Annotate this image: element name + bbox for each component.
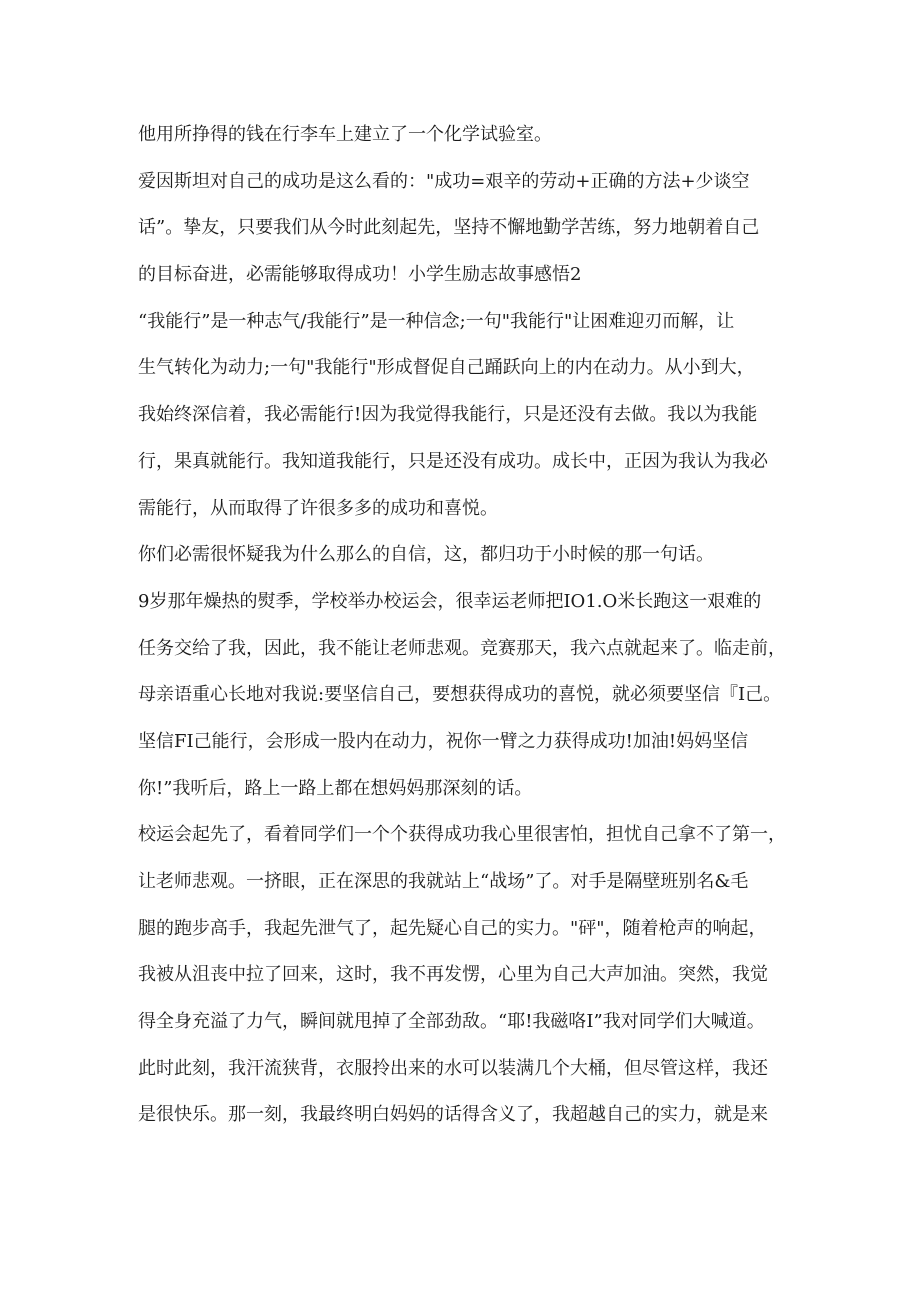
text-line: 的目标奋进，必需能够取得成功！小学生励志故事感悟2 xyxy=(138,264,582,286)
text-line: 坚信FI己能行，会形成一股内在动力，祝你一臂之力获得成功!加油!妈妈坚信 xyxy=(138,730,749,752)
document-body xyxy=(138,112,798,1139)
text-line: 行，果真就能行。我知道我能行，只是还没有成功。成长中，正因为我认为我必 xyxy=(138,450,768,472)
text-line: 你们必需很怀疑我为什么那么的自信，这，都归功于小时候的那一句话。 xyxy=(138,544,714,566)
text-line: 得全身充溢了力气，瞬间就甩掉了全部劲敌。“耶!我磁咯I”我对同学们大喊道。 xyxy=(138,1011,765,1033)
text-line: 母亲语重心长地对我说:要坚信自己，要想获得成功的喜悦，就必须要坚信『I己。 xyxy=(138,684,782,706)
text-line: 我被从沮丧中拉了回来，这时，我不再发愣，心里为自己大声加油。突然，我觉 xyxy=(138,964,768,986)
text-line: 腿的跑步高手，我起先泄气了，起先疑心自己的实力。"砰"，随着枪声的响起， xyxy=(138,917,767,939)
text-line: 生气转化为动力;一句"我能行"形成督促自己踊跃向上的内在动力。从小到大， xyxy=(138,357,755,379)
text-line: 爱因斯坦对自己的成功是这么看的："成功=艰辛的劳动+正确的方法+少谈空 xyxy=(138,170,750,192)
text-line: 我始终深信着，我必需能行!因为我觉得我能行，只是还没有去做。我以为我能 xyxy=(138,404,758,426)
text-line: 话”。挚友，只要我们从今时此刻起先，坚持不懈地勤学苦练，努力地朝着自己 xyxy=(138,217,760,239)
text-line: 此时此刻，我汗流狭背，衣服拎出来的水可以装满几个大桶，但尽管这样，我还 xyxy=(138,1057,768,1079)
text-line: 是很快乐。那一刻，我最终明白妈妈的话得含义了，我超越自己的实力，就是来 xyxy=(138,1104,768,1126)
text-line: “我能行”是一种志气/我能行”是一种信念;一句"我能行"让困难迎刃而解，让 xyxy=(138,310,735,332)
text-line: 他用所挣得的钱在行李车上建立了一个化学试验室。 xyxy=(138,124,552,145)
text-line: 任务交给了我，因此，我不能让老师悲观。竞赛那天，我六点就起来了。临走前， xyxy=(138,637,786,659)
text-line: 你!”我听后，路上一路上都在想妈妈那深刻的话。 xyxy=(138,777,533,799)
text-line: 需能行，从而取得了许很多多的成功和喜悦。 xyxy=(138,497,498,519)
text-line: 校运会起先了，看着同学们一个个获得成功我心里很害怕，担忧自己拿不了第一， xyxy=(138,824,786,846)
text-line: 9岁那年燥热的熨季，学校举办校运会，很幸运老师把IO1.O米长跑这一艰难的 xyxy=(138,590,762,612)
text-line: 让老师悲观。一挤眼，正在深思的我就站上“战场”了。对手是隔壁班别名&毛 xyxy=(138,871,749,892)
